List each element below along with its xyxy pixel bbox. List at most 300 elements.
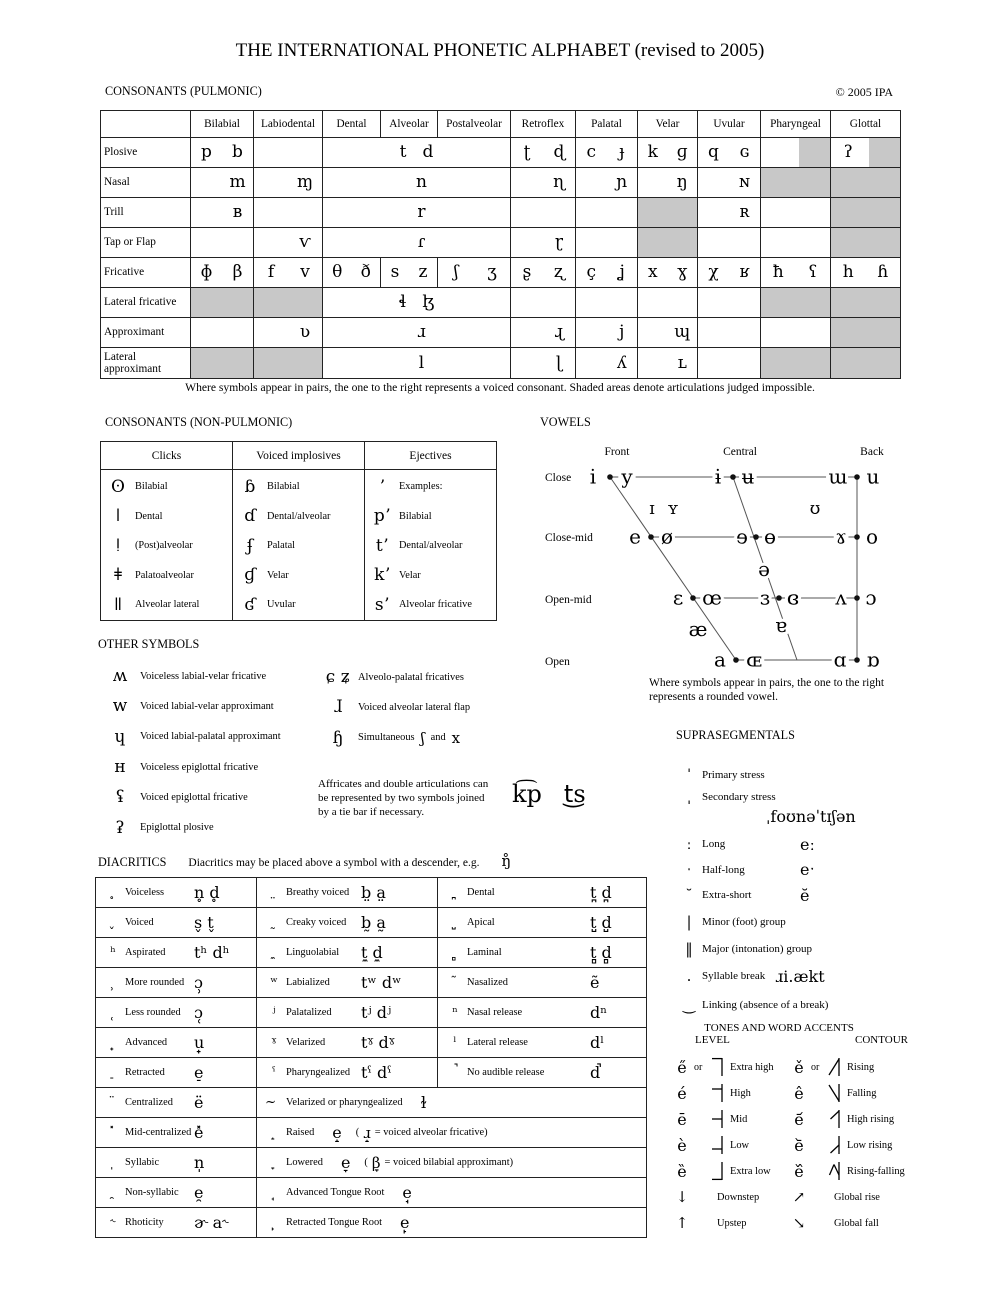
symbol-pair (638, 352, 697, 373)
item-label: Secondary stress (702, 791, 776, 803)
vowel-symbol: ɛ (672, 585, 684, 610)
tone-letter (828, 1134, 847, 1156)
diacritic-example: s̬ t̬ (194, 913, 214, 932)
pulmonic-footnote: Where symbols appear in pairs, the one to the right represents a voiced consonant. Shaded areas denote articulations judged impossible. (185, 381, 815, 394)
ipa-symbol: l (418, 352, 425, 373)
vowel-symbol: i (589, 464, 597, 489)
diacritic-sign: ̯ (110, 1185, 116, 1200)
diacritic-row (96, 1148, 647, 1178)
symbol-pair (511, 324, 575, 341)
nonpulmonic-item (365, 561, 496, 591)
ipa-symbol: ʢ (115, 787, 125, 808)
pulmonic-cell (698, 168, 761, 198)
ipa-symbol: ʃ (420, 728, 425, 747)
ipa-symbol: ʎ (616, 352, 627, 373)
item-label: Examples: (399, 481, 443, 493)
pulmonic-cell (698, 198, 761, 228)
diacritic-example: ɫ (420, 1093, 427, 1112)
diacritic-sign: ̃ (452, 975, 458, 990)
pulmonic-cell (323, 168, 511, 198)
ipa-symbol: ʛ (244, 594, 256, 615)
pulmonic-cell (698, 228, 761, 258)
contour-heading: CONTOUR (855, 1034, 908, 1046)
vowel-pair-dot (690, 595, 696, 601)
ipa-symbol: ɕ ʑ (325, 667, 351, 688)
diacritic-entry (438, 1003, 646, 1022)
ipa-symbol: ʙ (232, 202, 243, 222)
pulmonic-cell (698, 288, 761, 318)
diacritic-example: tˤ dˤ (361, 1063, 392, 1082)
vowel-symbol: ə (758, 557, 770, 581)
ipa-symbol: ʂ (522, 262, 532, 282)
nonpulmonic-item (101, 472, 232, 502)
diacritic-entry (257, 1183, 646, 1202)
ipa-symbol: ː (686, 835, 692, 853)
symbol-pair (638, 174, 697, 191)
ipa-symbol: k (647, 142, 658, 162)
pulmonic-row-label: Fricative (101, 258, 191, 288)
vowel-pair-dot (648, 534, 654, 540)
diacritic-label: Voiced (125, 917, 154, 928)
pulmonic-cell (323, 288, 511, 318)
pulmonic-col-header: Palatal (576, 111, 638, 138)
symbol-pair (323, 352, 510, 373)
ipa-symbol: ˈ (686, 766, 692, 784)
item-label: Voiced labial-palatal approximant (140, 731, 281, 743)
ipa-symbol: z (418, 262, 428, 282)
diacritic-row (96, 1118, 647, 1148)
diacritic-label: Voiceless (125, 887, 165, 898)
ipa-symbol: . (686, 967, 692, 985)
ipa-symbol: ʕ (808, 262, 818, 282)
pulmonic-cell (254, 348, 323, 379)
diacritic-entry (96, 943, 256, 962)
ipa-symbol: r (417, 202, 426, 222)
tone-letter (828, 1056, 847, 1078)
pulmonic-row-label: Plosive (101, 138, 191, 168)
diacritic-entry (96, 1063, 256, 1082)
diacritic-example: t̼ d̼ (361, 943, 383, 962)
ipa-symbol: ɬ (398, 292, 407, 312)
diacritic-cell (438, 998, 647, 1028)
pulmonic-cell (191, 348, 254, 379)
diacritic-sign: ˡ (453, 1035, 457, 1050)
pulmonic-cell (323, 228, 511, 258)
tone-example-symbol: è (677, 1135, 687, 1155)
diacritic-cell (96, 1058, 257, 1088)
pulmonic-cell (761, 288, 831, 318)
pulmonic-cell (761, 318, 831, 348)
suprasegmental-item (676, 857, 998, 882)
ipa-symbol: ɣ (677, 262, 688, 282)
tone-label: High (730, 1087, 751, 1099)
diacritic-example: e̯ (194, 1183, 204, 1202)
ipa-symbol: ʼ (379, 476, 385, 497)
symbol-pair (254, 174, 322, 191)
pulmonic-corner-cell (101, 111, 191, 138)
pulmonic-cell (638, 348, 698, 379)
diacritics-note-example: ŋ̊ (501, 852, 512, 870)
pulmonic-cell (438, 258, 511, 288)
diacritic-sign: ̹ (110, 975, 116, 990)
nonpulmonic-item (233, 502, 364, 532)
note-text: = voiced alveolar fricative) (374, 1127, 488, 1138)
tie-bar-example: t͜s (563, 780, 586, 808)
diacritic-row (96, 1028, 647, 1058)
ipa-symbol: ʁ (739, 262, 750, 282)
diacritic-example: n̩ (194, 1153, 205, 1172)
diacritic-example: d̚ (590, 1063, 601, 1082)
vowel-pair-dot (854, 474, 860, 480)
tones-contour-row (787, 1184, 997, 1210)
suprasegmental-item (676, 935, 998, 962)
diacritic-sign: ˞ (110, 1215, 116, 1230)
ipa-symbol: β̞ (371, 1153, 381, 1172)
nonpulmonic-col-header: Clicks (101, 442, 233, 470)
suprasegmental-item (676, 831, 998, 857)
tones-panel (662, 1022, 998, 1232)
diacritic-label: Non-syllabic (125, 1187, 179, 1198)
symbol-pair (698, 264, 760, 281)
ipa-symbol: q (708, 142, 719, 162)
vowel-row-label: Close (545, 472, 572, 484)
diacritic-entry (96, 1003, 256, 1022)
tie-bar-examples (512, 780, 586, 808)
item-label: Alveolo-palatal fricatives (358, 671, 464, 683)
symbol-pair (698, 174, 760, 191)
symbol-pair (638, 264, 697, 281)
ipa-symbol: x (451, 728, 461, 747)
symbol-pair (191, 204, 253, 221)
symbol-pair (254, 234, 322, 251)
diacritic-cell (257, 1178, 647, 1208)
pulmonic-col-header: Uvular (698, 111, 761, 138)
diacritic-cell (96, 1178, 257, 1208)
symbol-pair (254, 264, 322, 281)
vowel-symbol: ɘ (736, 524, 748, 549)
pulmonic-cell (511, 318, 576, 348)
pulmonic-cell (323, 198, 511, 228)
ipa-symbol: v (300, 262, 310, 282)
vowel-symbol: ɔ (865, 585, 877, 610)
symbol-pair (254, 324, 322, 341)
ipa-symbol: ˑ (686, 860, 692, 879)
diacritic-entry (257, 1033, 437, 1052)
pulmonic-cell (191, 138, 254, 168)
ipa-symbol: ɻ (554, 322, 564, 342)
ipa-symbol: | (686, 912, 692, 931)
vowel-symbol: ɶ (746, 647, 762, 672)
vowel-symbol: ɨ (714, 464, 722, 489)
pulmonic-cell (323, 138, 511, 168)
nonpulmonic-item (101, 531, 232, 561)
item-label: Voiced alveolar lateral flap (358, 701, 471, 713)
pulmonic-header-row (101, 111, 901, 138)
ipa-symbol: ǃ (115, 535, 121, 556)
diacritics-heading: DIACRITICS (98, 855, 167, 869)
diacritic-cell (257, 908, 438, 938)
diacritic-sign: ̤ (271, 885, 277, 900)
symbol-pair (511, 352, 575, 373)
ipa-symbol: w (112, 696, 128, 717)
diacritic-row (96, 908, 647, 938)
vowel-symbol: ø (660, 524, 674, 549)
symbol-pair (191, 144, 253, 161)
pulmonic-row (101, 258, 901, 288)
diacritic-entry (438, 1033, 646, 1052)
diacritic-entry (257, 1153, 646, 1172)
diacritic-example: n̥ d̥ (194, 883, 220, 902)
vowel-pair-dot (733, 657, 739, 663)
diacritic-example: e̝ (332, 1123, 342, 1142)
pulmonic-cell (254, 288, 323, 318)
pulmonic-cell (831, 138, 901, 168)
symbol-pair (576, 324, 637, 341)
ipa-symbol: ‖ (685, 939, 693, 958)
vowel-symbol: ɞ (786, 585, 800, 610)
tone-label: Low (730, 1139, 750, 1151)
ipa-symbol: ɥ (114, 726, 126, 747)
diacritic-example: b̰ a̰ (361, 913, 386, 932)
pulmonic-cell (511, 228, 576, 258)
other-symbol-item (100, 812, 315, 842)
item-label: Epiglottal plosive (140, 822, 214, 834)
pulmonic-cell (698, 258, 761, 288)
other-symbol-item (100, 782, 315, 812)
vowel-symbol: y (621, 464, 633, 489)
diacritic-label: Lateral release (467, 1037, 528, 1048)
suprasegmental-item (676, 990, 998, 1020)
ipa-symbol: j (619, 322, 625, 342)
tones-subheadings (662, 1034, 998, 1050)
pulmonic-row (101, 228, 901, 258)
pulmonic-col-header: Labiodental (254, 111, 323, 138)
ipa-symbol: ɲ (616, 172, 628, 192)
other-symbols-left-list (100, 661, 315, 843)
diacritic-cell (96, 998, 257, 1028)
vowel-symbol: ɐ (775, 613, 787, 637)
diacritic-label: Less rounded (125, 1007, 181, 1018)
item-label: Dental/alveolar (399, 540, 463, 552)
ipa-symbol: b (232, 142, 243, 162)
pulmonic-row (101, 288, 901, 318)
diacritic-label: Creaky voiced (286, 917, 347, 928)
tones-contour-list (787, 1054, 997, 1236)
ipa-symbol: ˌ (686, 788, 692, 806)
diacritic-label: Advanced (125, 1037, 168, 1048)
pulmonic-cell (698, 138, 761, 168)
tone-example-symbol: é (677, 1083, 687, 1103)
diacritic-row (96, 878, 647, 908)
ipa-symbol: ⱱ (299, 232, 311, 252)
diacritic-entry (96, 913, 256, 932)
nonpulmonic-item (233, 472, 364, 502)
vowel-col-label: Central (723, 446, 757, 458)
diacritic-entry (96, 1153, 256, 1172)
level-heading: LEVEL (695, 1034, 730, 1046)
pulmonic-cell (831, 228, 901, 258)
pulmonic-cell (381, 258, 438, 288)
pulmonic-cell (323, 258, 381, 288)
diacritic-label: Retracted Tongue Root (286, 1217, 383, 1228)
diacritic-row (96, 968, 647, 998)
pulmonic-col-header: Dental (323, 111, 381, 138)
tone-letter (711, 1160, 730, 1182)
pulmonic-cell (323, 348, 511, 379)
pulmonic-cell (761, 228, 831, 258)
tone-letter (711, 1082, 730, 1104)
note-text: ( (355, 1127, 360, 1138)
diacritic-sign: ʷ (270, 975, 278, 990)
tone-label: High rising (847, 1113, 895, 1125)
affricates-note: Affricates and double articulations can be represented by two symbols joined by a tie bar if necessary. (318, 778, 489, 819)
tone-example-symbol: e᷅ (794, 1135, 804, 1155)
pulmonic-cell (576, 228, 638, 258)
symbol-pair (576, 174, 637, 191)
diacritic-entry (257, 883, 437, 902)
item-label: Minor (foot) group (702, 915, 786, 928)
diacritic-entry (438, 913, 646, 932)
symbol-pair (438, 264, 510, 281)
other-symbols-heading: OTHER SYMBOLS (98, 637, 200, 651)
vowel-col-label: Front (604, 446, 630, 458)
diacritic-example: ɚ a˞ (194, 1213, 229, 1232)
other-symbol-item (318, 692, 608, 722)
diacritic-cell (257, 1208, 647, 1238)
item-label: (Post)alveolar (135, 540, 193, 552)
diacritic-sign: ̞ (271, 1155, 277, 1170)
tone-letter (828, 1160, 847, 1182)
tone-label: Upstep (717, 1217, 747, 1229)
ipa-symbol: ʒ (487, 262, 497, 282)
diacritic-example: tʷ dʷ (361, 973, 402, 992)
symbol-pair (831, 144, 900, 161)
tone-example-symbol: ↘ (792, 1214, 806, 1232)
suprasegmental-item (676, 882, 998, 908)
diacritic-row (96, 1058, 647, 1088)
pulmonic-cell (638, 288, 698, 318)
nonpulmonic-col-header: Voiced implosives (233, 442, 365, 470)
ipa-symbol: ɦ (877, 262, 889, 282)
nonpulmonic-body-row (101, 470, 497, 621)
vowel-symbol: ɒ (866, 647, 880, 672)
diacritic-row (96, 1208, 647, 1238)
pulmonic-cell (254, 228, 323, 258)
ipa-symbol: ɡ (676, 142, 688, 162)
tone-example-symbol: ē (677, 1109, 687, 1129)
diacritic-example: tʲ dʲ (361, 1003, 392, 1022)
vowel-col-label: Back (860, 446, 884, 458)
ipa-symbol: tʼ (375, 535, 389, 556)
diacritic-entry (257, 913, 437, 932)
pulmonic-cell (638, 138, 698, 168)
pulmonic-cell (511, 198, 576, 228)
ipa-symbol: ʜ (114, 757, 126, 778)
diacritic-sign: ̟ (110, 1035, 116, 1050)
pulmonic-cell (576, 318, 638, 348)
symbol-pair (831, 264, 900, 281)
suprasegmental-item (676, 962, 998, 990)
nonpulmonic-item (365, 531, 496, 561)
diacritic-cell (257, 1088, 647, 1118)
rising-falling-tone-letter-icon (828, 1160, 842, 1182)
diacritic-cell (257, 1118, 647, 1148)
ipa-symbol: ɰ (674, 322, 691, 342)
vowel-symbol: ɵ (763, 524, 777, 549)
diacritic-entry (257, 1093, 646, 1112)
vowel-pair-dot (753, 534, 759, 540)
tone-example-symbol: ↑ (675, 1214, 689, 1232)
mid-tone-letter-icon (711, 1108, 725, 1130)
pulmonic-cell (191, 168, 254, 198)
ipa-symbol: ħ (772, 262, 784, 282)
nonpulmonic-item (101, 590, 232, 620)
diacritic-cell (257, 1028, 438, 1058)
diacritic-label: Laminal (467, 947, 502, 958)
pulmonic-col-header: Alveolar (381, 111, 438, 138)
diacritic-entry (96, 883, 256, 902)
item-label: Bilabial (135, 481, 168, 493)
diacritic-entry (257, 1213, 646, 1232)
tone-letter (711, 1108, 730, 1130)
diacritic-sign: ⁿ (452, 1005, 458, 1020)
ipa-symbol: ʐ (553, 262, 565, 282)
symbol-pair (638, 324, 697, 341)
vowel-symbol: ʉ (741, 464, 755, 489)
diacritic-cell (257, 998, 438, 1028)
tones-contour-row (787, 1210, 997, 1236)
ipa-symbol: ŋ (676, 172, 688, 192)
diacritic-example: u̟ (194, 1033, 205, 1052)
nonpulmonic-column (233, 470, 365, 621)
ipa-symbol: ð (360, 262, 371, 282)
diacritic-cell (257, 878, 438, 908)
vowel-symbol: ɜ (759, 585, 771, 610)
diacritics-heading-row (98, 852, 511, 870)
suprasegmental-item (676, 908, 998, 935)
diacritic-entry (96, 1183, 256, 1202)
item-label: Voiceless epiglottal fricative (140, 761, 259, 773)
pulmonic-cell (254, 138, 323, 168)
diacritic-example: e̞ (340, 1153, 351, 1172)
diacritic-row (96, 998, 647, 1028)
other-symbol-item (100, 661, 315, 691)
vowel-row-label: Close-mid (545, 532, 593, 544)
diacritic-label: Aspirated (125, 947, 166, 958)
ipa-symbol: ʟ (677, 352, 687, 373)
pulmonic-cell (191, 228, 254, 258)
diacritic-sign: ˠ (271, 1035, 277, 1050)
tones-contour-row (787, 1054, 997, 1080)
item-label: Palatal (267, 540, 296, 552)
tone-label: Downstep (717, 1191, 760, 1203)
tone-label: Falling (847, 1087, 877, 1099)
pulmonic-cell (698, 348, 761, 379)
ipa-symbol: β (232, 262, 243, 282)
copyright-notice: © 2005 IPA (835, 85, 893, 99)
diacritic-cell (438, 938, 647, 968)
item-label: Voiced labial-velar approximant (140, 700, 274, 712)
diacritic-entry (438, 1063, 646, 1082)
diacritic-sign: ʰ (110, 945, 116, 960)
extra-high-tone-letter-icon (711, 1056, 725, 1078)
nonpulmonic-consonants-table (100, 441, 497, 621)
diacritic-example: tˠ dˠ (361, 1033, 395, 1052)
pulmonic-cell (638, 198, 698, 228)
ipa-symbol: t (399, 142, 407, 162)
ipa-symbol: ɠ (244, 565, 256, 586)
diacritic-note (364, 1154, 513, 1172)
